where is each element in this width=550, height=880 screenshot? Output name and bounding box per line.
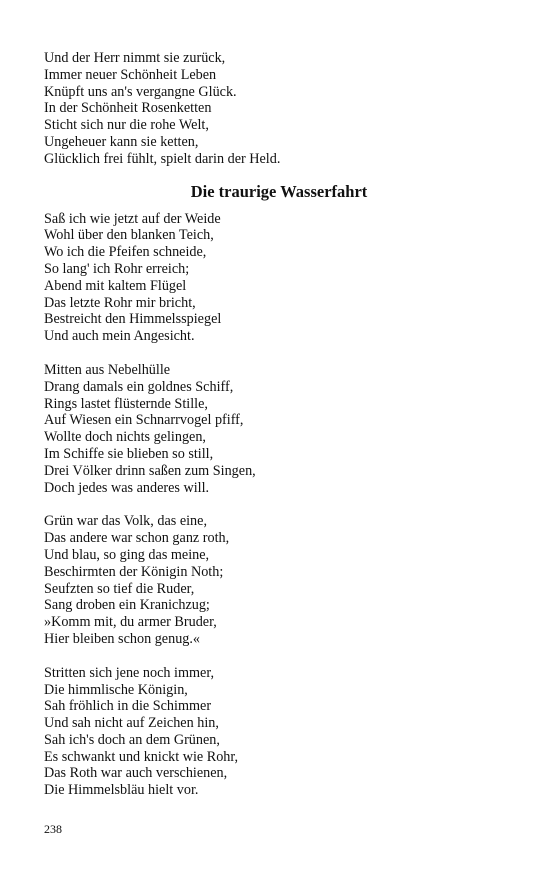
verse-line: Im Schiffe sie blieben so still, bbox=[44, 445, 214, 462]
verse-line: Rings lastet flüsternde Stille, bbox=[44, 395, 208, 412]
verse-line: Drei Völker drinn saßen zum Singen, bbox=[44, 462, 256, 479]
stanza bbox=[44, 665, 514, 799]
verse-line: Doch jedes was anderes will. bbox=[44, 479, 210, 496]
stanza bbox=[44, 362, 514, 496]
verse-line: Stritten sich jene noch immer, bbox=[44, 664, 215, 681]
verse-line: Die Himmelsbläu hielt vor. bbox=[44, 782, 199, 799]
verse-line: Saß ich wie jetzt auf der Weide bbox=[44, 210, 221, 227]
verse-line: Sticht sich nur die rohe Welt, bbox=[44, 117, 209, 134]
verse-line: Seufzten so tief die Ruder, bbox=[44, 580, 195, 597]
verse-line: Und sah nicht auf Zeichen hin, bbox=[44, 715, 219, 732]
verse-line: Wohl über den blanken Teich, bbox=[44, 227, 214, 244]
verse-line: Abend mit kaltem Flügel bbox=[44, 277, 187, 294]
stanza bbox=[44, 211, 514, 345]
intro-stanza bbox=[44, 50, 514, 168]
page-number: 238 bbox=[44, 822, 62, 836]
verse-line: »Komm mit, du armer Bruder, bbox=[44, 614, 217, 631]
verse-line: Auf Wiesen ein Schnarrvogel pfiff, bbox=[44, 412, 244, 429]
verse-line: Wollte doch nichts gelingen, bbox=[44, 429, 206, 446]
verse-line: Sang droben ein Kranichzug; bbox=[44, 597, 210, 614]
poem-body bbox=[44, 211, 514, 800]
verse-line: Es schwankt und knickt wie Rohr, bbox=[44, 748, 239, 765]
verse-line: Das letzte Rohr mir bricht, bbox=[44, 294, 196, 311]
verse-line: Grün war das Volk, das eine, bbox=[44, 513, 207, 530]
verse-line: Beschirmten der Königin Noth; bbox=[44, 563, 224, 580]
verse-line: So lang' ich Rohr erreich; bbox=[44, 260, 190, 277]
verse-line: Die himmlische Königin, bbox=[44, 681, 188, 698]
verse-line: Sah ich's doch an dem Grünen, bbox=[44, 731, 220, 748]
verse-line: Das Roth war auch verschienen, bbox=[44, 765, 228, 782]
poem-title: Die traurige Wasserfahrt bbox=[190, 181, 368, 201]
verse-line: Immer neuer Schönheit Leben bbox=[44, 66, 217, 83]
stanza bbox=[44, 513, 514, 647]
verse-line: Glücklich frei fühlt, spielt darin der Held. bbox=[44, 150, 281, 167]
verse-line: Drang damals ein goldnes Schiff, bbox=[44, 378, 234, 395]
verse-line: Das andere war schon ganz roth, bbox=[44, 530, 230, 547]
verse-line: Und blau, so ging das meine, bbox=[44, 546, 210, 563]
verse-line: Bestreicht den Himmelsspiegel bbox=[44, 311, 222, 328]
verse-line: Mitten aus Nebelhülle bbox=[44, 361, 171, 378]
verse-line: In der Schönheit Rosenketten bbox=[44, 100, 212, 117]
verse-line: Ungeheuer kann sie ketten, bbox=[44, 133, 199, 150]
verse-line: Und der Herr nimmt sie zurück, bbox=[44, 50, 226, 66]
verse-line: Hier bleiben schon genug.« bbox=[44, 630, 201, 647]
page-content bbox=[44, 50, 514, 799]
verse-line: Knüpft uns an's vergangne Glück. bbox=[44, 83, 237, 100]
verse-line: Wo ich die Pfeifen schneide, bbox=[44, 244, 207, 261]
verse-line: Und auch mein Angesicht. bbox=[44, 328, 195, 345]
verse-line: Sah fröhlich in die Schimmer bbox=[44, 698, 212, 715]
